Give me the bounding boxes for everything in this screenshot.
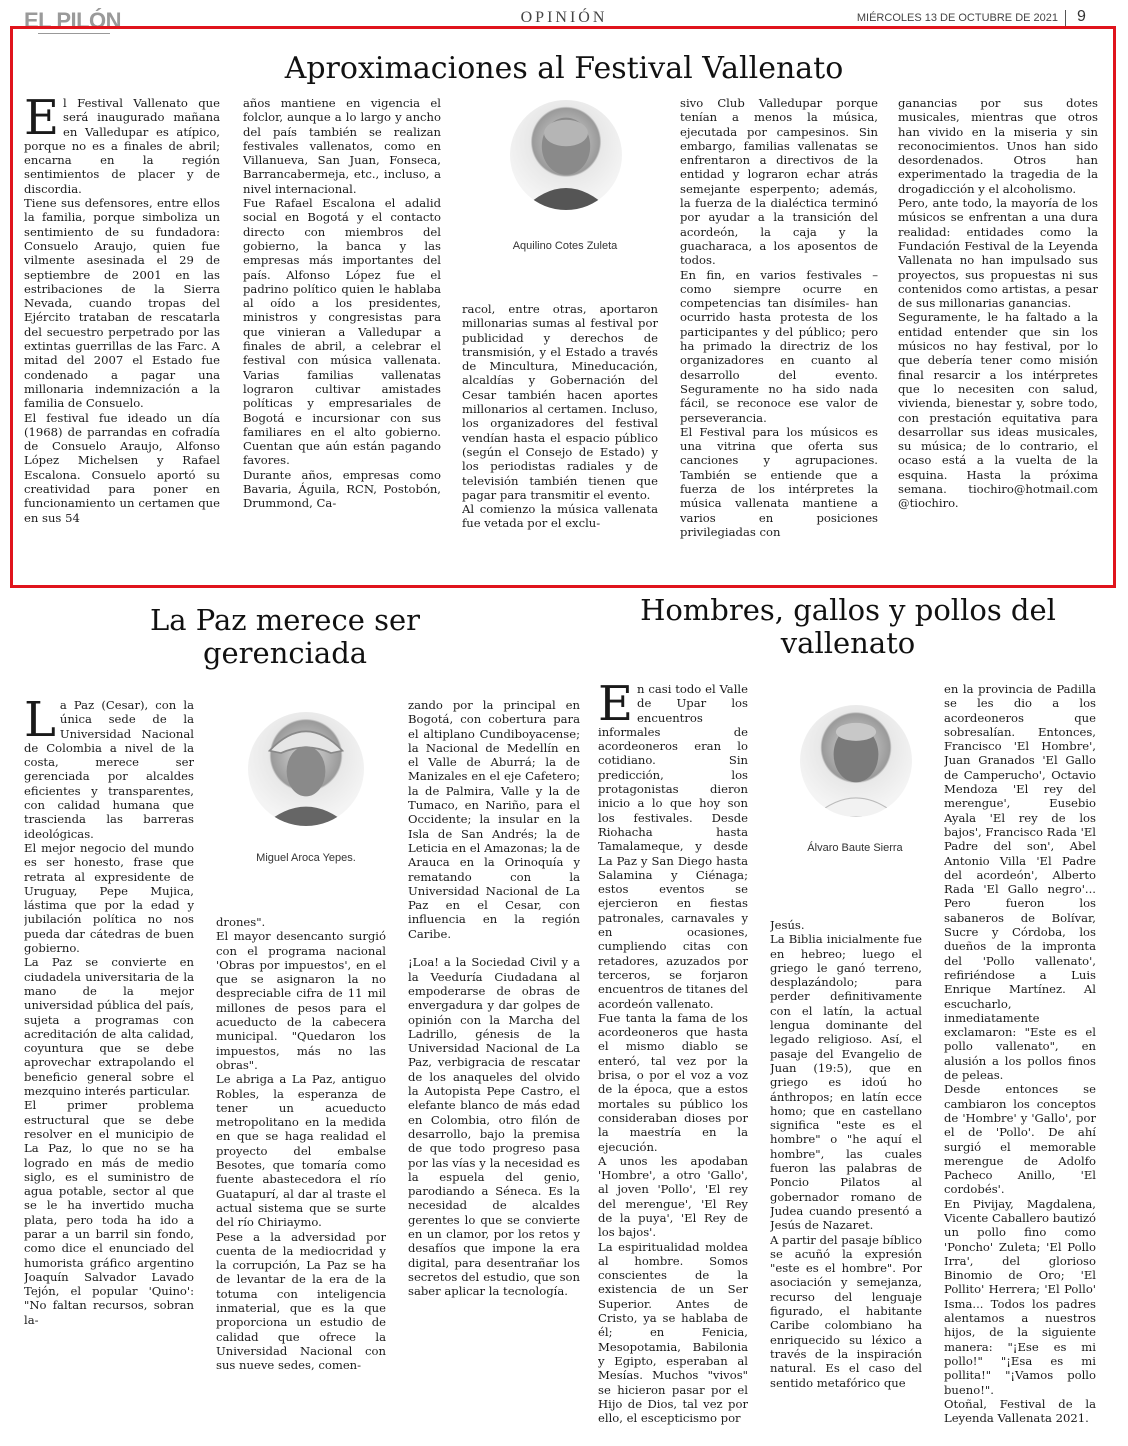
article3-author-caption: Álvaro Baute Sierra <box>807 842 903 854</box>
article1-column-2 <box>243 96 441 570</box>
article2-author-photo <box>248 712 364 826</box>
article1-text-3: racol, entre otras, aportaron millonarias sumas al festival por publicidad y derechos de transmisión, y el Estado a través de Mincultura, Mineducación, alcaldías y Gobernación del Cesar también hacen aportes millonarios al certamen. Incluso, los organizadores del festival vendían hasta el espacio público (según el Consejo de Estado) y los periodistas radiales y de televisión también tienen que pagar para transmitir el evento. Al comienzo la música vallenata fue vetada por el exclu- <box>462 302 658 531</box>
article2-text-2: drones". El mayor desencanto surgió con el programa nacional 'Obras por impuestos', en el que se asignaron la no despreciable cifra de 11 mil millones de pesos para el acueducto de la cabecera municipal. "Quedaron los impuestos, más no las obras". Le abriga a La Paz, antiguo Robles, la esperanza de tener un acueducto metropolitano en la medida en que se haga realidad el proyecto del embalse Besotes, que tomaría como fuente abastecedora el río Guatapurí, al dar al traste el actual sistema que se surte del río Chiriaymo. Pese a la adversidad por cuenta de la mediocridad y la corrupción, La Paz se ha de levantar de la era de la totuma con inteligencia inmaterial, que es la que proporciona un estudio de calidad que ofrece la Universidad Nacional con sus nueve sedes, comen- <box>216 915 386 1373</box>
article1-title: Aproximaciones al Festival Vallenato <box>284 51 844 86</box>
article2-title: La Paz merece ser gerenciada <box>150 603 420 671</box>
page-number: 9 <box>1077 8 1086 25</box>
header-separator <box>1065 10 1066 26</box>
article1-author-caption: Aquilino Cotes Zuleta <box>512 240 618 252</box>
newspaper-logo: EL PILÓN <box>24 8 122 33</box>
article3-column-3 <box>944 682 1096 1434</box>
issue-date: MIÉRCOLES 13 DE OCTUBRE DE 2021 <box>856 12 1058 24</box>
article2-column-1 <box>24 698 194 1434</box>
article3-text-2: Jesús. La Biblia inicialmente fue en hebreo; luego el griego le ganó terreno, desplazándolo; para perder definitivamente con el latín, la actual lengua dominante del legado religioso. Así, el pasaje del Evangelio de Juan (19:5), que en griego es idoú ho ánthropos; en latín ecce homo; que en castellano significa "este es el hombre" o "he aquí el hombre", las cuales fueron las palabras de Poncio Pilatos al gobernador romano de Judea cuando presentó a Jesús de Nazaret. A partir del pasaje bíblico se acuñó la expresión "este es el hombre". Por asociación y semejanza, recurso del lenguaje figurado, el habitante Caribe colombiano ha enriquecido su léxico a través de la inspiración natural. Es el caso del sentido metafórico que <box>770 918 922 1390</box>
article1-author-photo <box>510 100 622 210</box>
article2-column-2 <box>216 915 386 1434</box>
article2-text-3: zando por la principal en Bogotá, con cobertura para el altiplano Cundiboyacense; la Nacional de Medellín en el Valle de Aburrá; la de Manizales en el eje Cafetero; la de Palmira, Valle y la de Tumaco, en Nariño, para el Occidente; la insular en la Isla de San Andrés; la de Leticia en el Amazonas; la de Arauca en la Orinoquía y rematando con la Universidad Nacional de La Paz en el Cesar, con influencia en la región Caribe. ¡Loa! a la Sociedad Civil y a la Veeduría Ciudadana al empoderarse de obras de envergadura y dar golpes de opinión con la Marcha del Ladrillo, génesis de la Universidad Nacional de La Paz, verbigracia de rescatar de los anaqueles del olvido la Autopista Pepe Castro, el elefante blanco de más edad en Colombia, otro filón de desarrollo, bajo la premisa de que todo progreso pasa por las vías y la necesidad es la espuela del genio, parodiando a Séneca. Es la necesidad de alcaldes gerentes lo que se convierte en un clamor, por los retos y desafíos que impone la era digital, para desentrañar los secretos del estudio, que son saber aplicar la tecnología. <box>408 698 580 1299</box>
article2-text-1: a Paz (Cesar), con la única sede de la Universidad Nacional de Colombia a nivel de la costa, merece ser gerenciada por alcaldes eficientes y transparentes, con calidad humana que trascienda las barreras ideológicas. El mejor negocio del mundo es ser honesto, frase que retrata al expresidente de Uruguay, Pepe Mujica, lástima que por la edad y jubilación política no nos pueda dar cátedras de buen gobierno. La Paz se convierte en ciudadela universitaria de la mano de la mejor universidad pública del país, sujeta a programas con acreditación de alta calidad, coyuntura que se debe aprovechar extrapolando el beneficio general sobre el mezquino interés particular. El primer problema estructural que se debe resolver en el municipio de La Paz, lo que no se ha logrado en más de medio siglo, es el suministro de agua potable, sector al que se le ha invertido mucha plata, pero toda ha ido a parar a un barril sin fondo, como dice el enunciado del humorista gráfico argentino Joaquín Salvador Lavado Tejón, el popular 'Quino': "No faltan recursos, sobran la- <box>24 698 194 1327</box>
article1-column-4 <box>680 96 878 570</box>
article3-text-1: n casi todo el Valle de Upar los encuentros informales de acordeoneros eran lo cotidiano. Sin predicción, los protagonistas dieron inicio a lo que hoy son los festivales. Desde Riohacha hasta Tamalameque, y desde La Paz y San Diego hasta Salamina y Ciénaga; estos eventos se ejercieron en fiestas patronales, carnavales y en ocasiones, cumpliendo citas con retadores, azuzados por terceros, se forjaron encuentros de titanes del acordeón vallenato. Fue tanta la fama de los acordeoneros que hasta el mismo diablo se enteró, tal vez por la brisa, o por el voz a voz de la época, que a estos mortales su público los consideraban dioses por la maestría en la ejecución. A unos les apodaban 'Hombre', a otro 'Gallo', al joven 'Pollo', 'El rey del merengue', 'El Rey de la puya', 'El Rey de los bajos'. La espiritualidad moldea al hombre. Somos conscientes de la existencia de un Ser Superior. Antes de Cristo, ya se hablaba de él; en Fenicia, Mesopotamia, Babilonia y Egipto, esperaban al Mesías. Muchos "vivos" se hicieron pasar por el Hijo de Dios, tal vez por ello, el escepticismo por <box>598 682 748 1426</box>
article3-text-3: en la provincia de Padilla se les dio a los acordeoneros que sobresalían. Entonces, Francisco 'El Hombre', Juan Granados 'El Gallo de Camperucho', Octavio Mendoza 'El rey del merengue', Eusebio Ayala 'El rey de los bajos', Francisco Rada 'El Padre del son', Abel Antonio Villa 'El Padre del acordeón', Alberto Rada 'El Gallo negro'... Pero fueron los sabaneros de Bolívar, Sucre y Córdoba, los dueños de la impronta del 'Pollo vallenato', refiriéndose a Luis Enrique Martínez. Al escucharlo, inmediatamente exclamaron: "Este es el pollo vallenato", en alusión a los pollos finos de peleas. Desde entonces se cambiaron los conceptos de 'Hombre' y 'Gallo', por el de 'Pollo'. De ahí surgió el memorable merengue de Adolfo Pacheco Anillo, 'El cordobés'. En Pivijay, Magdalena, Vicente Caballero bautizó un pollo fino como 'Poncho' Zuleta; 'El Pollo Irra', del glorioso Binomio de Oro; 'El Pollito' Herrera; 'El Pollo' Isma... Todos los padres alentamos a nuestros hijos, de la siguiente manera: "¡Ese es mi pollo!" "¡Esa es mi pollita!" "¡Vamos pollo bueno!". Otoñal, Festival de la Leyenda Vallenata 2021. <box>944 682 1096 1426</box>
article1-text-5: ganancias por sus dotes musicales, mientras que otros han vivido en la miseria y sin reconocimientos. Unos han sido desordenados. Otros han experimentado la tragedia de la drogadicción y el alcoholismo. Pero, ante todo, la mayoría de los músicos se enfrentan a una dura realidad: entidades como la Fundación Festival de la Leyenda Vallenata no han impulsado sus proyectos, sus propuestas ni sus contenidos como artistas, a pesar de sus millonarias ganancias. Seguramente, le ha faltado a la entidad entender que sin los músicos no hay festival, por lo que debería tener como misión final resarcir a los intérpretes que lo necesiten con salud, vivienda, bienestar y, sobre todo, con prestación equitativa para desarrollar sus ideas musicales, su música; de lo contrario, el ocaso está a la vuelta de la esquina. Hasta la próxima semana. tiochiro@hotmail.com @tiochiro. <box>898 96 1098 511</box>
article1-text-1: l Festival Vallenato que será inaugurado mañana en Valledupar es atípico, porque no es a finales de abril; encarna en la región sentimientos de placer y de discordia. Tiene sus defensores, entre ellos la familia, porque simboliza un sentimiento de su fundadora: Consuelo Araujo, quien fue vilmente asesinada el 29 de septiembre de 2001 en las estribaciones de la Sierra Nevada, cuando tropas del Ejército trataban de rescatarla del secuestro perpetrado por las extintas guerrillas de las Farc. A mitad del 2007 el Estado fue condenado a pagar una millonaria indemnización a la familia de Consuelo. El festival fue ideado un día (1968) de parrandas en cofradía de Consuelo Araujo, Alfonso López Michelsen y Rafael Escalona. Consuelo aportó su creatividad para poner en funcionamiento un certamen que en sus 54 <box>24 96 220 525</box>
article2-author-caption: Miguel Aroca Yepes. <box>256 852 356 864</box>
article1-column-3 <box>462 302 658 570</box>
author-portrait-icon <box>510 100 622 210</box>
article1-text-4: sivo Club Valledupar porque tenían a menos la música, ejecutada por campesinos. Sin embargo, familias vallenatas se enfrentaron a directivos de la entidad y lograron echar atrás semejante esperpento; además, la fuerza de la dialéctica terminó por ayudar a la transición del acordeón, la caja y la guacharaca, a los aposentos de todos. En fin, en varios festivales – como siempre ocurre en competencias tan disímiles- han ocurrido hasta protesta de los participantes y del público; pero ha primado la directriz de los organizadores en cuanto al desarrollo del evento. Seguramente no ha sido nada fácil, se reconoce ese valor de perseverancia. El Festival para los músicos es una vitrina que oferta sus canciones y agrupaciones. También se entiende que a fuerza de los intérpretes la música vallenata mantiene a varios en posiciones privilegiadas con <box>680 96 878 539</box>
article2-column-3 <box>408 698 580 1434</box>
article2-dropcap: L <box>24 698 56 748</box>
article3-title: Hombres, gallos y pollos del vallenato <box>640 593 1056 661</box>
author-portrait-icon <box>248 712 364 826</box>
article1-text-2: años mantiene en vigencia el folclor, aunque a lo largo y ancho del país también se realizan festivales vallenatos, como en Villanueva, San Juan, Fonseca, Barrancabermeja, etc., incluso, a nivel internacional. Fue Rafael Escalona el adalid social en Bogotá y el contacto directo con miembros del gobierno, la banca y las empresas más importantes del país. Alfonso López fue el padrino político quien le hablaba al oído a los presidentes, ministros y congresistas para que vinieran a Valledupar a finales de abril, a celebrar el festival con música vallenata. Varias familias vallenatas lograron cultivar amistades políticas y empresariales de Bogotá e incursionar con sus familiares en el alto gobierno. Cuentan que aún están pagando favores. Durante años, empresas como Bavaria, Águila, RCN, Postobón, Drummond, Ca- <box>243 96 441 511</box>
article3-column-2 <box>770 918 922 1434</box>
article3-dropcap: E <box>598 682 634 732</box>
article3-author-photo <box>800 705 912 817</box>
section-title: OPINIÓN <box>520 9 608 26</box>
article1-dropcap: E <box>24 96 60 146</box>
author-portrait-icon <box>800 705 912 817</box>
article1-column-1 <box>24 96 220 570</box>
article1-column-5 <box>898 96 1098 570</box>
article3-column-1 <box>598 682 748 1434</box>
